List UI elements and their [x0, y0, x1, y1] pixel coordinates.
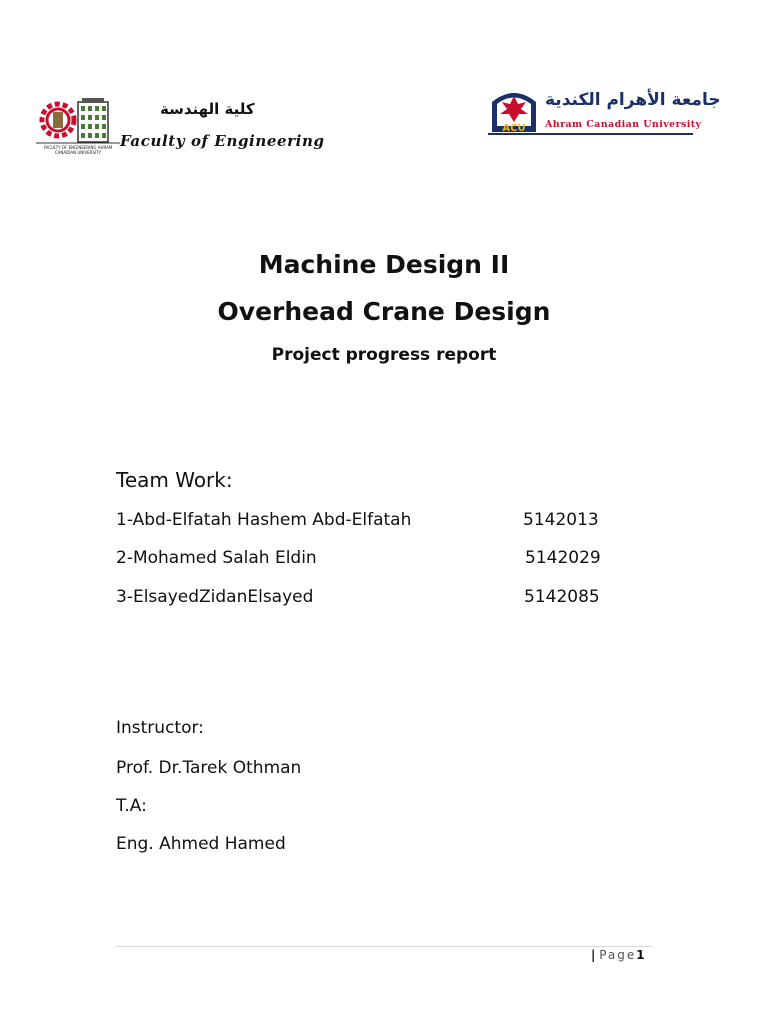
team-member-name: 2-Mohamed Salah Eldin: [116, 548, 317, 568]
team-member-id: 5142085: [524, 587, 600, 607]
footer-separator: |: [591, 948, 596, 962]
page-footer: [591, 948, 645, 962]
faculty-emblem-caption: FACULTY OF ENGINEERING AHRAM CANADIAN UNIVERSITY: [43, 145, 113, 155]
ta-label: T.A:: [116, 796, 147, 816]
instructor-label: Instructor:: [116, 718, 204, 738]
report-subtitle: Project progress report: [271, 345, 497, 365]
university-logo: [488, 88, 721, 136]
course-title: Machine Design II: [258, 250, 510, 279]
faculty-logo: [36, 94, 336, 156]
team-member-name: 1-Abd-Elfatah Hashem Abd-Elfatah: [116, 510, 412, 530]
university-name-arabic: جامعة الأهرام الكندية: [545, 90, 721, 110]
faculty-name-english: Faculty of Engineering: [120, 132, 325, 150]
faculty-name-arabic: كلية الهندسة: [160, 100, 255, 118]
footer-divider: [116, 946, 652, 947]
university-logo-underline: [488, 133, 693, 135]
instructor-name: Prof. Dr.Tarek Othman: [116, 758, 302, 778]
team-member-id: 5142029: [525, 548, 601, 568]
page-label: Page: [599, 948, 637, 962]
project-title: Overhead Crane Design: [217, 297, 551, 326]
team-heading: Team Work:: [116, 468, 233, 492]
ta-name: Eng. Ahmed Hamed: [116, 834, 286, 854]
page-number: 1: [636, 948, 645, 962]
team-member-name: 3-ElsayedZidanElsayed: [116, 587, 314, 607]
university-name-english: Ahram Canadian University: [545, 119, 702, 130]
team-member-id: 5142013: [523, 510, 599, 530]
university-abbrev: ACU: [502, 123, 526, 133]
university-emblem-icon: [488, 88, 540, 133]
